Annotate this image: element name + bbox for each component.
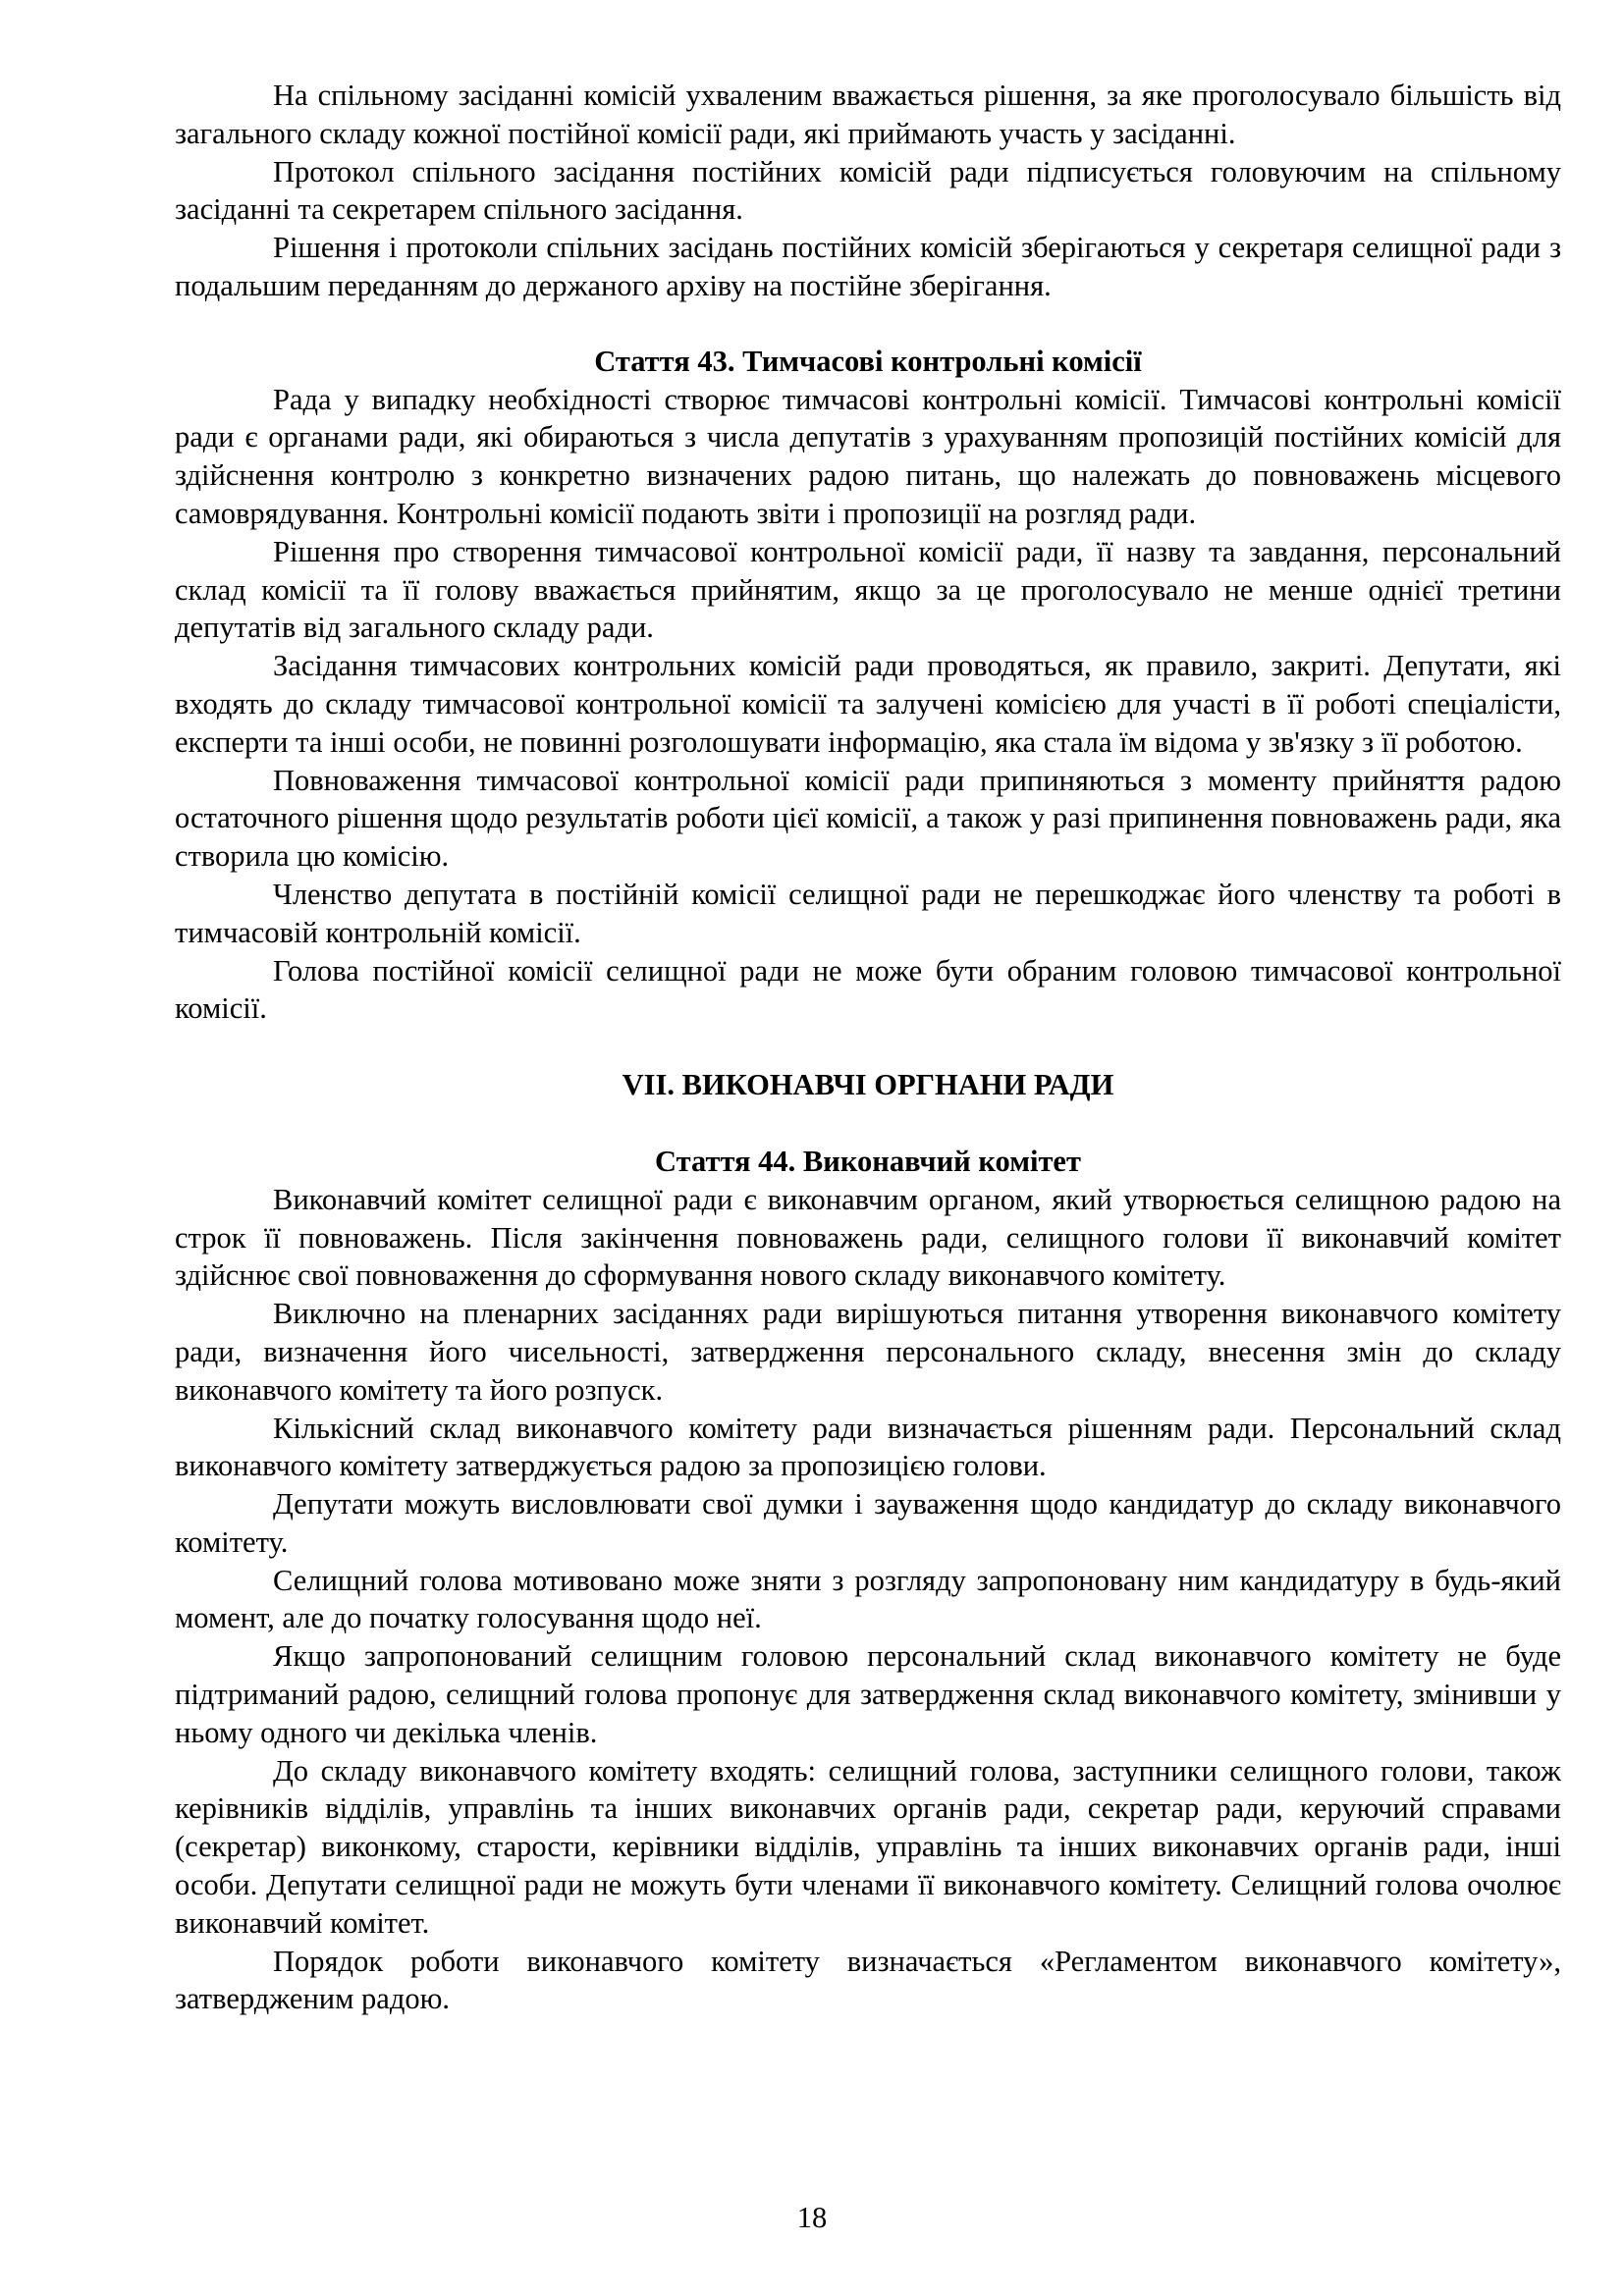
paragraph: Порядок роботи виконавчого комітету визначається «Регламентом виконавчого комітету», затвердженим радою.	[175, 1944, 1561, 2016]
paragraph: Виключно на пленарних засіданнях ради вирішуються питання утворення виконавчого комітету ради, визначення його чисельності, затвердження персонального складу, внесення змін до складу виконавчого комітету та його розпуск.	[175, 1297, 1561, 1407]
paragraph: Рада у випадку необхідності створює тимчасові контрольні комісії. Тимчасові контрольні комісії ради є органами ради, які обираються з числа депутатів з урахуванням пропозицій постійних комісій для здійснення контролю з конкретно визначених радою питань, що належать до повноважень місцевого самоврядування. Контрольні комісії подають звіти і пропозиції на розгляд ради.	[175, 382, 1561, 530]
paragraph: Якщо запропонований селищним головою персональний склад виконавчого комітету не буде підтриманий радою, селищний голова пропонує для затвердження склад виконавчого комітету, змінивши у ньому одного чи декілька членів.	[175, 1639, 1561, 1749]
paragraph: Повноваження тимчасової контрольної комісії ради припиняються з моменту прийняття радою остаточного рішення щодо результатів роботи цієї комісії, а також у разі припинення повноважень ради, яка створила цю комісію.	[175, 763, 1561, 874]
article-43	[175, 343, 1561, 1028]
paragraph: Селищний голова мотивовано може зняти з розгляду запропоновану ним кандидатуру в будь-який момент, але до початку голосування щодо неї.	[175, 1563, 1561, 1635]
paragraph: Виконавчий комітет селищної ради є виконавчим органом, який утворюється селищною радою на строк її повноважень. Після закінчення повноважень ради, селищного голови її виконавчий комітет здійснює свої повноваження до сформування нового складу виконавчого комітету.	[175, 1182, 1561, 1293]
intro-block	[175, 77, 1561, 305]
paragraph: Кількісний склад виконавчого комітету ради визначається рішенням ради. Персональний склад виконавчого комітету затверджується радою за пропозицією голови.	[175, 1411, 1561, 1483]
document-page	[175, 77, 1561, 2018]
paragraph: Рішення і протоколи спільних засідань постійних комісій зберігаються у секретаря селищної ради з подальшим переданням до держаного архіву на постійне зберігання.	[175, 231, 1561, 302]
paragraph: Засідання тимчасових контрольних комісій ради проводяться, як правило, закриті. Депутати, які входять до складу тимчасової контрольної комісії та залучені комісією для участі в її роботі спеціалісти, експерти та інші особи, не повинні розголошувати інформацію, яка стала їм відома у зв'язку з її роботою.	[175, 649, 1561, 759]
article-44-title: Стаття 44. Виконавчий комітет	[655, 1144, 1081, 1178]
paragraph: Депутати можуть висловлювати свої думки і зауваження щодо кандидатур до складу виконавчого комітету.	[175, 1487, 1561, 1559]
section-7-title: VII. ВИКОНАВЧІ ОРГНАНИ РАДИ	[622, 1068, 1114, 1102]
article-43-title: Стаття 43. Тимчасові контрольні комісії	[594, 344, 1142, 378]
paragraph: Членство депутата в постійній комісії селищної ради не перешкоджає його членству та роботі в тимчасовій контрольній комісії.	[175, 877, 1561, 949]
paragraph: Протокол спільного засідання постійних комісій ради підписується головуючим на спільному засіданні та секретарем спільного засідання.	[175, 154, 1561, 227]
article-44	[175, 1143, 1561, 2018]
paragraph: На спільному засіданні комісій ухваленим вважається рішення, за яке проголосувало більшість від загального складу кожної постійної комісії ради, які приймають участь у засіданні.	[175, 79, 1561, 150]
page-number: 18	[796, 2201, 828, 2234]
paragraph: Рішення про створення тимчасової контрольної комісії ради, її назву та завдання, персональний склад комісії та її голову вважається прийнятим, якщо за це проголосувало не менше однієї третини депутатів від загального складу ради.	[175, 534, 1561, 645]
paragraph: Голова постійної комісії селищної ради не може бути обраним головою тимчасової контрольної комісії.	[175, 953, 1561, 1026]
paragraph: До складу виконавчого комітету входять: селищний голова, заступники селищного голови, також керівників відділів, управлінь та інших виконавчих органів ради, секретар ради, керуючий справами (секретар) виконкому, старости, керівники відділів, управлінь та інших виконавчих органів ради, інші особи. Депутати селищної ради не можуть бути членами її виконавчого комітету. Селищний голова очолює виконавчий комітет.	[175, 1753, 1561, 1940]
